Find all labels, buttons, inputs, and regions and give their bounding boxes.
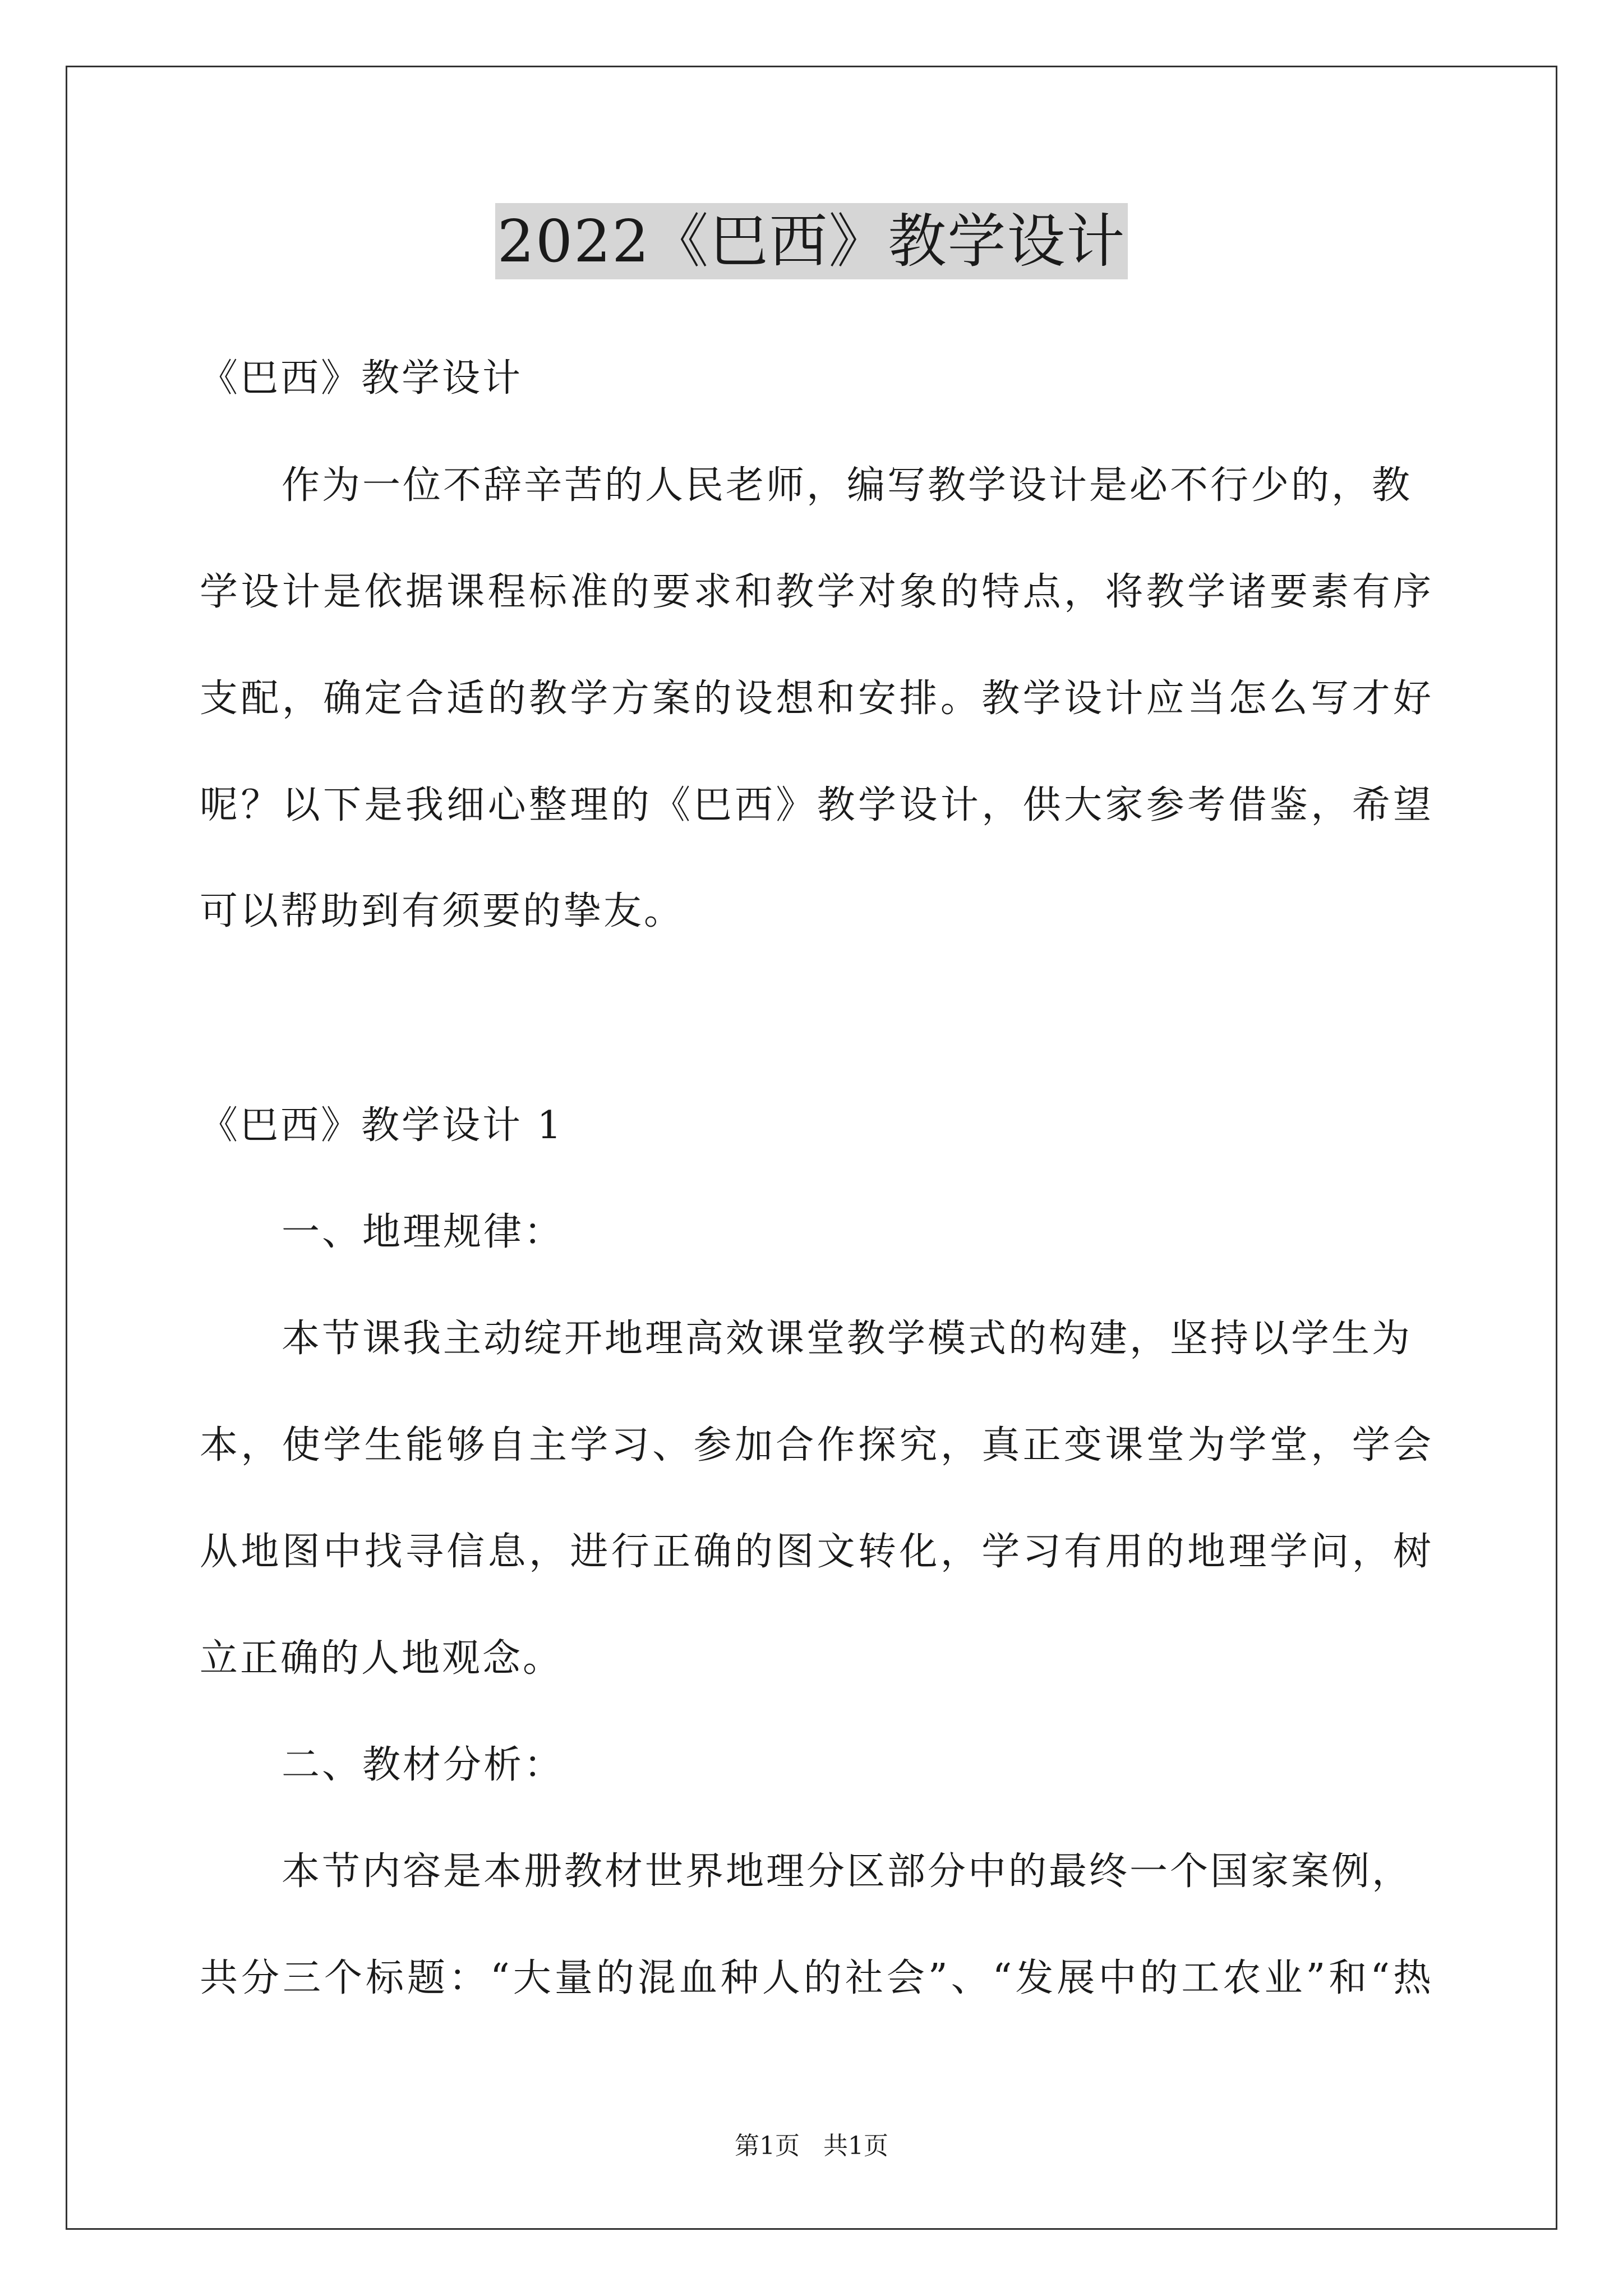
document-title: 2022《巴西》教学设计 [495, 203, 1128, 279]
paragraph-line: 本节课我主动绽开地理高效课堂教学模式的构建，坚持以学生为 [282, 1317, 1413, 1361]
page-footer: 第1页 共1页 [735, 2132, 888, 2160]
subsection-heading: 二、教材分析： [282, 1743, 565, 1787]
paragraph-line: 支配，确定合适的教学方案的设想和安排。教学设计应当怎么写才好 [200, 677, 1433, 721]
title-container [0, 203, 1623, 279]
paragraph-line: 从地图中找寻信息，进行正确的图文转化，学习有用的地理学问，树 [200, 1530, 1433, 1574]
paragraph-line: 呢？以下是我细心整理的《巴西》教学设计，供大家参考借鉴，希望 [200, 783, 1433, 827]
subsection-heading: 一、地理规律： [282, 1210, 565, 1254]
paragraph-line: 学设计是依据课程标准的要求和教学对象的特点，将教学诸要素有序 [200, 570, 1433, 614]
paragraph-line: 立正确的人地观念。 [200, 1636, 564, 1681]
subtitle-line: 《巴西》教学设计 [200, 356, 523, 401]
paragraph-line: 可以帮助到有须要的挚友。 [200, 889, 685, 933]
section-heading: 《巴西》教学设计 1 [200, 1103, 564, 1148]
paragraph-line: 本节内容是本册教材世界地理分区部分中的最终一个国家案例， [282, 1849, 1413, 1894]
paragraph-line: 作为一位不辞辛苦的人民老师，编写教学设计是必不行少的，教 [282, 463, 1413, 508]
paragraph-line: 本，使学生能够自主学习、参加合作探究，真正变课堂为学堂，学会 [200, 1423, 1433, 1467]
paragraph-line: 共分三个标题：“大量的混血种人的社会”、“发展中的工农业”和“热 [200, 1956, 1433, 2000]
